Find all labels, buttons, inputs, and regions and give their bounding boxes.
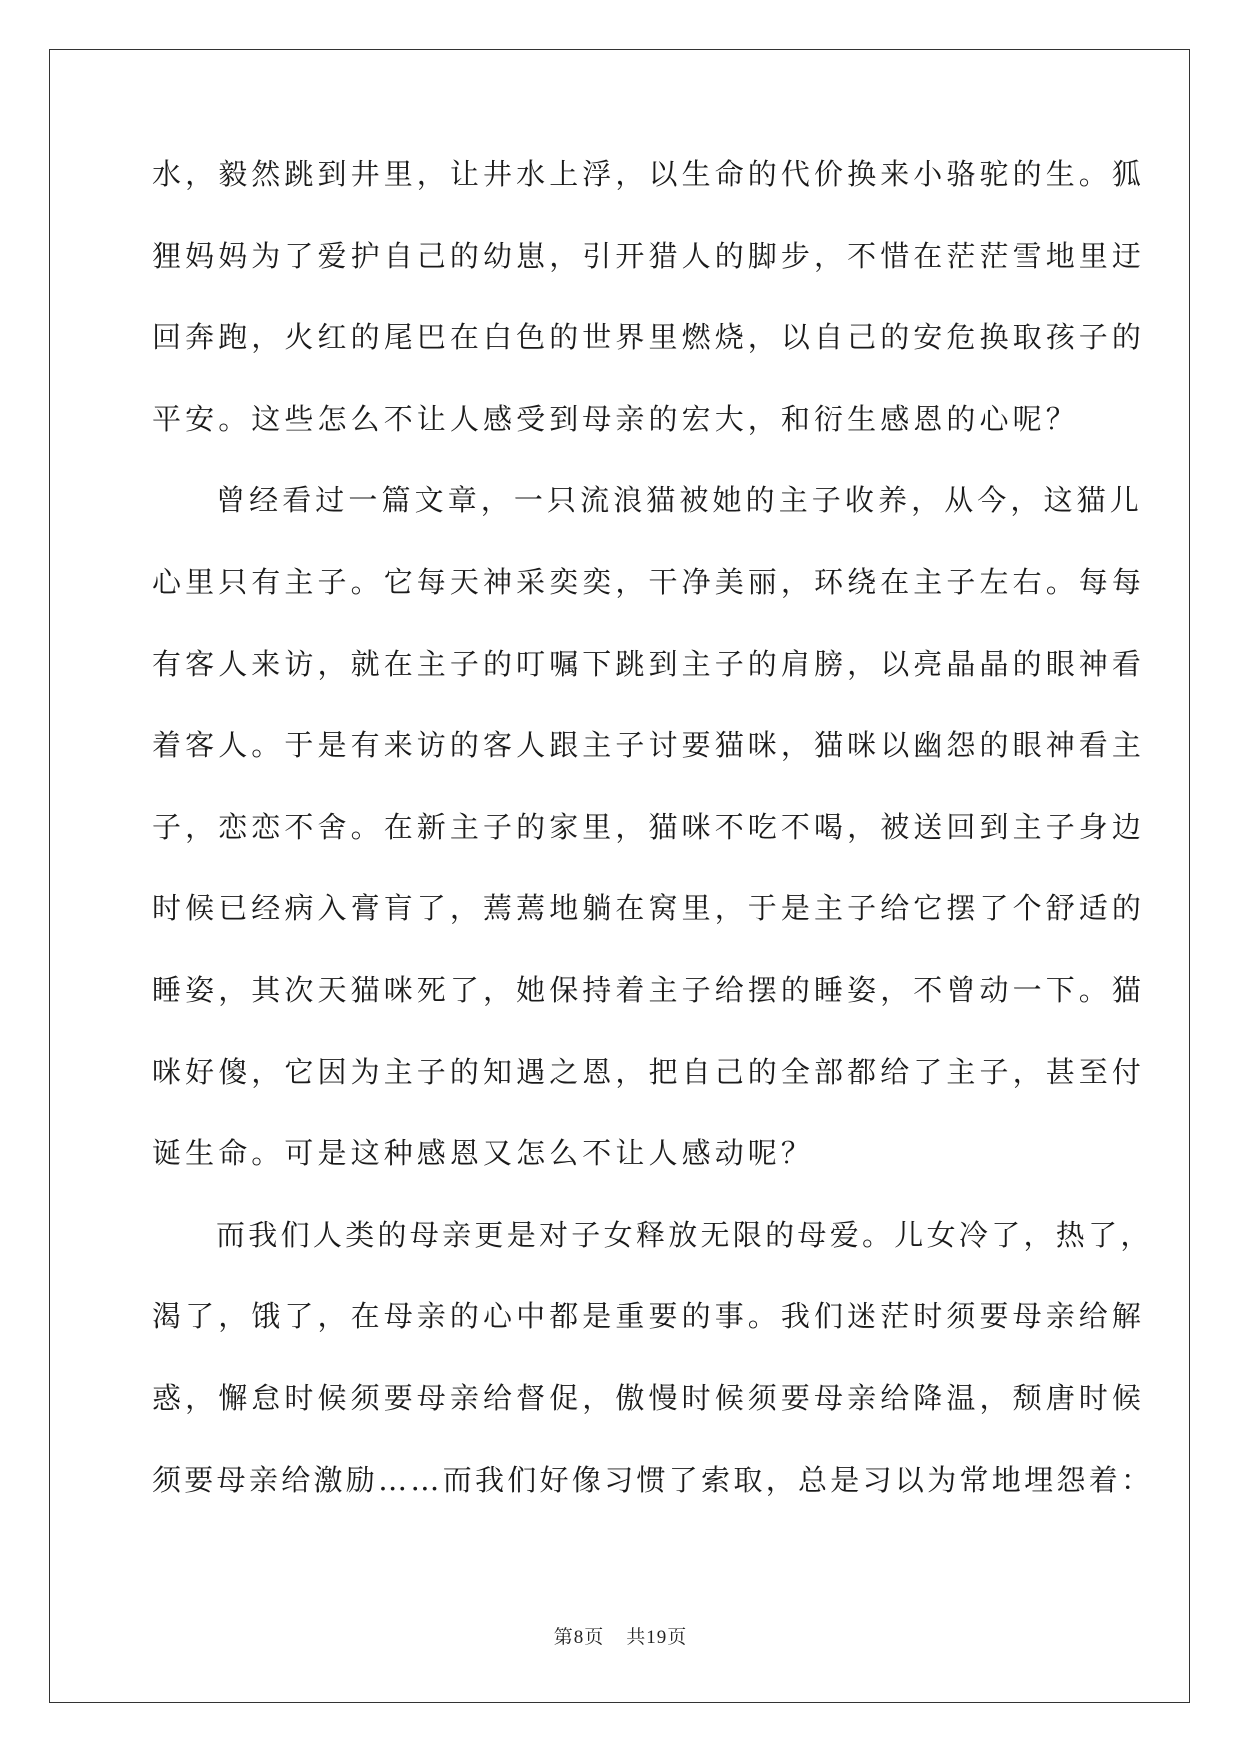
total-label: 共 bbox=[626, 1626, 647, 1648]
page-label: 第 bbox=[553, 1626, 574, 1648]
text-line: 回奔跑，火红的尾巴在白色的世界里燃烧，以自己的安危换取孩子的 bbox=[152, 320, 1146, 355]
document-body bbox=[152, 157, 1154, 1547]
page-number: 8 bbox=[573, 1627, 585, 1648]
text-line: 有客人来访，就在主子的叮嘱下跳到主子的肩膀，以亮晶晶的眼神看 bbox=[152, 646, 1146, 681]
total-pages: 19 bbox=[646, 1627, 668, 1648]
text-line: 平安。这些怎么不让人感受到母亲的宏大，和衍生感恩的心呢？ bbox=[152, 401, 1079, 436]
page-suffix: 页 bbox=[584, 1626, 605, 1648]
total-suffix: 页 bbox=[667, 1626, 688, 1648]
paragraph-start-line: 曾经看过一篇文章，一只流浪猫被她的主子收养，从今，这猫儿 bbox=[216, 483, 1143, 518]
text-line: 渴了，饿了，在母亲的心中都是重要的事。我们迷茫时须要母亲给解 bbox=[152, 1299, 1146, 1334]
page-footer bbox=[0, 1622, 1241, 1649]
text-line: 诞生命。可是这种感恩又怎么不让人感动呢？ bbox=[152, 1136, 815, 1171]
text-line: 心里只有主子。它每天神采奕奕，干净美丽，环绕在主子左右。每每 bbox=[152, 564, 1146, 599]
text-line: 时候已经病入膏肓了，蔫蔫地躺在窝里，于是主子给它摆了个舒适的 bbox=[152, 891, 1146, 926]
text-line: 睡姿，其次天猫咪死了，她保持着主子给摆的睡姿，不曾动一下。猫 bbox=[152, 972, 1146, 1007]
text-line: 须要母亲给激励……而我们好像习惯了索取，总是习以为常地埋怨着： bbox=[152, 1462, 1154, 1497]
text-line: 惑，懈怠时候须要母亲给督促，傲慢时候须要母亲给降温，颓唐时候 bbox=[152, 1380, 1146, 1415]
text-line: 狸妈妈为了爱护自己的幼崽，引开猎人的脚步，不惜在茫茫雪地里迂 bbox=[152, 238, 1146, 273]
text-line: 咪好傻，它因为主子的知遇之恩，把自己的全部都给了主子，甚至付 bbox=[152, 1054, 1146, 1089]
text-line: 子，恋恋不舍。在新主子的家里，猫咪不吃不喝，被送回到主子身边 bbox=[152, 809, 1146, 844]
paragraph-start-line: 而我们人类的母亲更是对子女释放无限的母爱。儿女冷了，热了， bbox=[216, 1217, 1153, 1252]
text-line: 着客人。于是有来访的客人跟主子讨要猫咪，猫咪以幽怨的眼神看主 bbox=[152, 728, 1146, 763]
text-line: 水，毅然跳到井里，让井水上浮，以生命的代价换来小骆驼的生。狐 bbox=[152, 157, 1146, 191]
